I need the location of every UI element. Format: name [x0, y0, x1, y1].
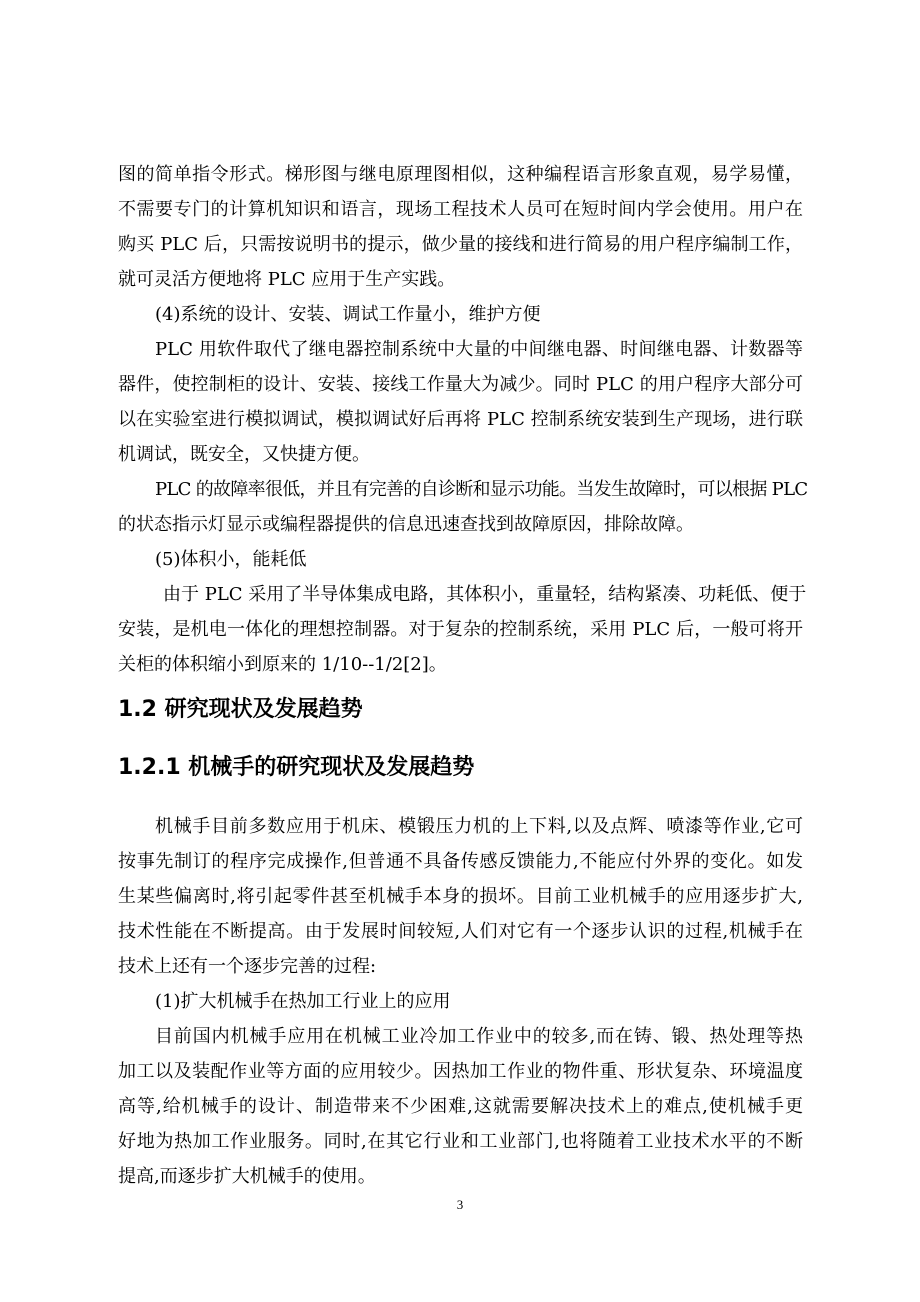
subsection-heading: 1.2.1 机械手的研究现状及发展趋势 [118, 755, 475, 780]
page-number: 3 [456, 1197, 464, 1212]
body-text-line: 机调试，既安全，又快捷方便。 [118, 444, 370, 465]
body-text-line: 机械手目前多数应用于机床、模锻压力机的上下料,以及点辉、喷漆等作业,它可 [155, 816, 803, 837]
list-item-heading: (4)系统的设计、安装、调试工作量小，维护方便 [155, 304, 541, 325]
body-text-line: 购买 PLC 后，只需按说明书的提示，做少量的接线和进行简易的用户程序编制工作， [118, 234, 803, 255]
body-text-line: 器件，使控制柜的设计、安装、接线工作量大为减少。同时 PLC 的用户程序大部分可 [118, 374, 803, 395]
body-text-line: PLC 的故障率很低，并且有完善的自诊断和显示功能。当发生故障时，可以根据 PLC [155, 479, 808, 500]
body-text-line: 就可灵活方便地将 PLC 应用于生产实践。 [118, 269, 456, 290]
body-text-line: 加工以及装配作业等方面的应用较少。因热加工作业的物件重、形状复杂、环境温度 [118, 1061, 803, 1082]
body-text-line: PLC 用软件取代了继电器控制系统中大量的中间继电器、时间继电器、计数器等 [155, 339, 803, 360]
body-text-line: 以在实验室进行模拟调试，模拟调试好后再将 PLC 控制系统安装到生产现场，进行联 [118, 409, 803, 430]
body-text-line: 图的简单指令形式。梯形图与继电原理图相似，这种编程语言形象直观，易学易懂， [118, 164, 803, 185]
body-text-line: 由于 PLC 采用了半导体集成电路，其体积小，重量轻，结构紧凑、功耗低、便于 [163, 584, 807, 605]
list-item-heading: (1)扩大机械手在热加工行业上的应用 [155, 991, 451, 1012]
body-text-line: 高等,给机械手的设计、制造带来不少困难,这就需要解决技术上的难点,使机械手更 [118, 1096, 803, 1117]
body-text-line: 提高,而逐步扩大机械手的使用。 [118, 1166, 376, 1187]
list-item-heading: (5)体积小，能耗低 [155, 549, 307, 570]
body-text-line: 技术上还有一个逐步完善的过程: [118, 956, 377, 977]
body-text-line: 关柜的体积缩小到原来的 1/10--1/2[2]。 [118, 654, 447, 675]
upper-body-text [118, 157, 808, 682]
body-text-line: 按事先制订的程序完成操作,但普通不具备传感反馈能力,不能应付外界的变化。如发 [118, 851, 803, 872]
body-text-line: 安装，是机电一体化的理想控制器。对于复杂的控制系统，采用 PLC 后，一般可将开 [118, 619, 803, 640]
body-text-line: 的状态指示灯显示或编程器提供的信息迅速查找到故障原因，排除故障。 [118, 514, 694, 535]
body-text-line: 目前国内机械手应用在机械工业冷加工作业中的较多,而在铸、锻、热处理等热 [155, 1026, 803, 1047]
body-text-line: 技术性能在不断提高。由于发展时间较短,人们对它有一个逐步认识的过程,机械手在 [118, 921, 803, 942]
body-text-line: 生某些偏离时,将引起零件甚至机械手本身的损坏。目前工业机械手的应用逐步扩大, [118, 886, 803, 907]
body-text-line: 不需要专门的计算机知识和语言，现场工程技术人员可在短时间内学会使用。用户在 [118, 199, 803, 220]
section-heading: 1.2 研究现状及发展趋势 [118, 697, 363, 722]
lower-body-text [118, 809, 803, 1194]
body-text-line: 好地为热加工作业服务。同时,在其它行业和工业部门,也将随着工业技术水平的不断 [118, 1131, 803, 1152]
